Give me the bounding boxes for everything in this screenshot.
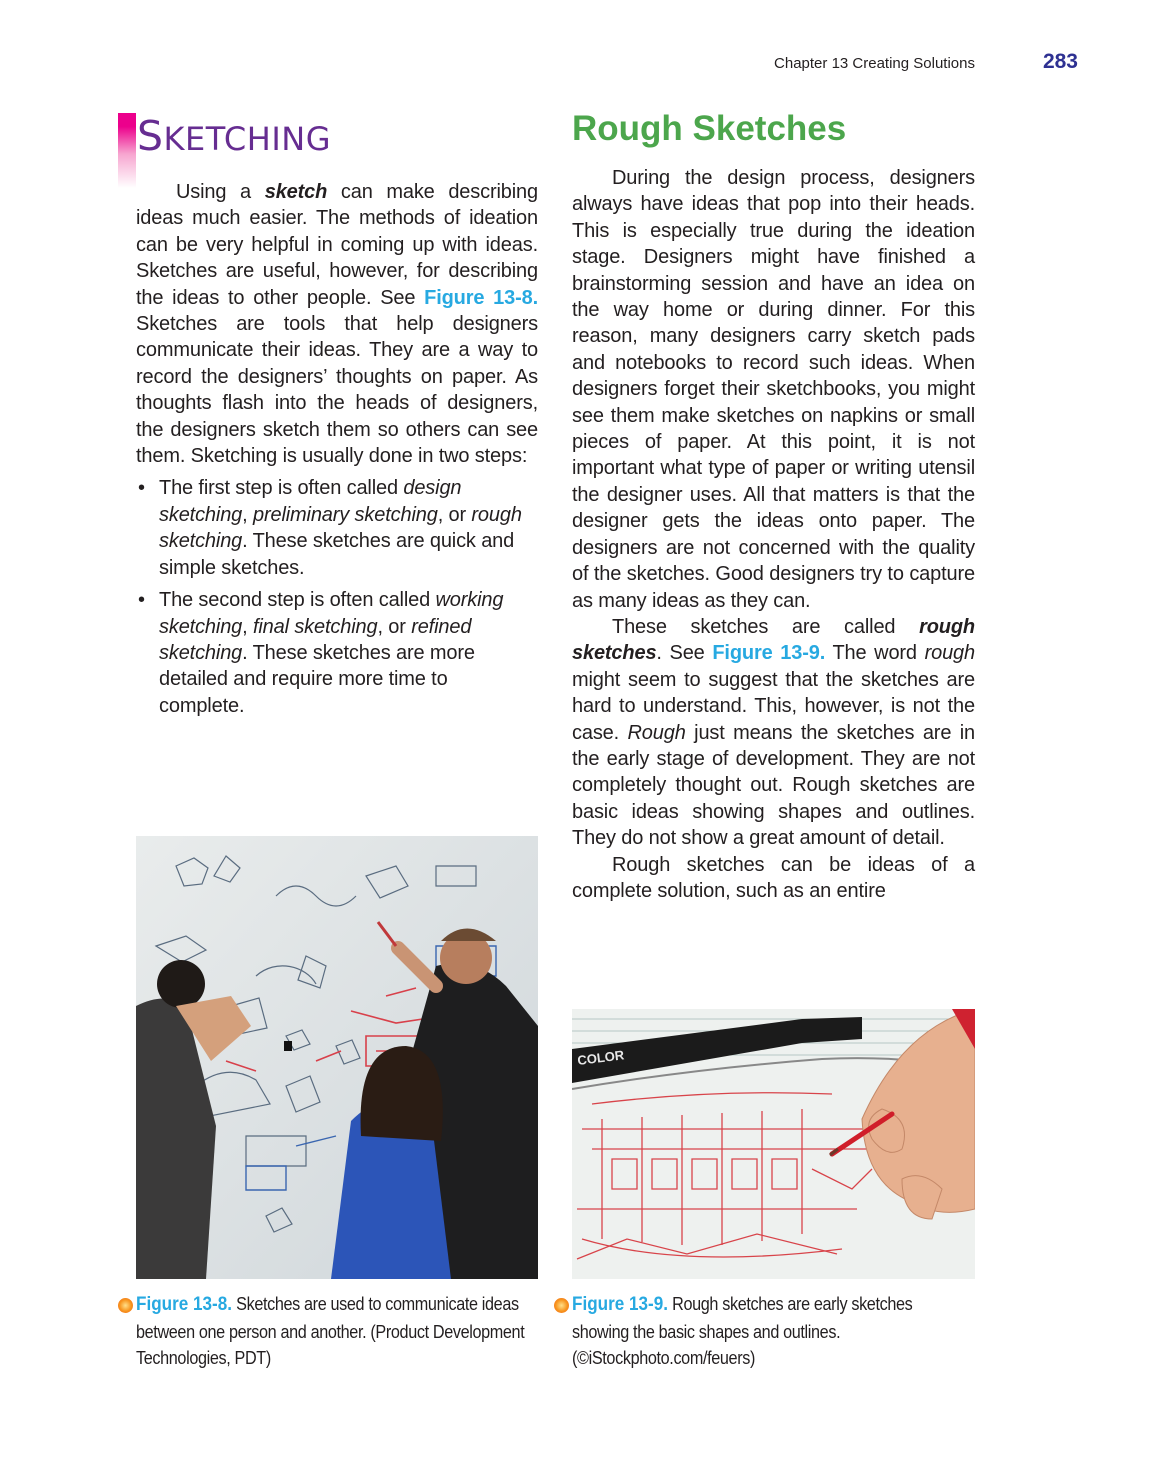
italic-term: rough sketching [159, 503, 522, 553]
page-number: 283 [1042, 50, 1078, 73]
sketch-wall-illustration [136, 836, 538, 1279]
text-run: , [242, 503, 253, 526]
rough-sketches-heading: Rough Sketches [572, 109, 847, 148]
text-run: might seem to suggest that the sketches are hard to understand. This, however, is not the case. [572, 668, 975, 744]
intro-paragraph [136, 179, 538, 469]
text-run: These sketches are called [612, 615, 920, 638]
figure-13-8-label: Figure 13-8. [136, 1294, 232, 1315]
pen-brand-label: COLOR [576, 1047, 625, 1068]
text-run: Using a [176, 181, 265, 203]
paragraph: During the design process, designers always have ideas that pop into their heads. This is especially true during the ideation stage. Designers might have finished a brainstorming session and have an idea on the way home or during dinner. For this reason, many designers carry sketch pads and notebooks to record such ideas. When designers forget their sketchbooks, you might see them make sketches on napkins or small pieces of paper. At this point, it is not important what type of paper or writing utensil the designer uses. All that matters is that the designer gets the ideas onto paper. The designers are not concerned with the quality of the sketches. Good designers try to capture as many ideas as they can. [572, 167, 975, 612]
figure-13-9-photo [572, 1009, 975, 1279]
italic-term: design sketching [159, 477, 462, 526]
text-run: can make describing ideas much easier. The methods of ideation can be very helpful in coming up with ideas. Sketches are useful, however, for describing the ideas to other people. See [136, 181, 538, 309]
section-title-rest: KETCHING [163, 120, 331, 158]
list-item [136, 587, 538, 719]
text-run: just means the sketches are in the early stage of development. They are not completely thought out. Rough sketches are basic ideas showing shapes and outlines. They do not show a great amount of detail. [572, 721, 976, 850]
red-pencil-sketch-illustration [572, 1009, 975, 1279]
italic-term: refined sketching [159, 615, 472, 664]
section-title-initial: S [137, 112, 164, 160]
text-run: , or [377, 615, 412, 638]
section-title [137, 110, 331, 165]
caption-marker-icon [118, 1298, 133, 1313]
text-run: . These sketches are more detailed and require more time to complete. [159, 641, 475, 717]
figure-reference-13-9[interactable]: Figure 13-9. [712, 642, 826, 665]
italic-term: Rough [627, 721, 686, 744]
caption-marker-icon [554, 1298, 569, 1313]
paragraph: Rough sketches can be ideas of a complete solution, such as an entire [572, 853, 975, 902]
text-run: . These sketches are quick and simple sketches. [159, 530, 515, 579]
bullet: • [138, 589, 145, 612]
figure-13-8-caption-text: Sketches are used to communicate ideas between one person and another. (Product Development Technologies, PDT) [136, 1294, 525, 1368]
italic-term: final sketching [252, 615, 378, 638]
right-column [572, 165, 975, 904]
key-term-sketch: sketch [264, 181, 328, 203]
figure-reference-13-8[interactable]: Figure 13-8. [424, 286, 538, 309]
running-head: Chapter 13 Creating Solutions [774, 55, 975, 72]
italic-term: preliminary sketching [252, 503, 438, 526]
key-term-rough-sketches: rough sketches [572, 615, 975, 665]
left-column [136, 179, 538, 725]
text-run: Sketches are tools that help designers communicate their ideas. They are a way to record the designers’ thoughts on paper. As thoughts flash into the heads of designers, the designers sketch them so others can see them. Sketching is usually done in two steps: [136, 313, 538, 468]
figure-13-9-caption [572, 1291, 959, 1372]
section-accent-bar [118, 113, 136, 188]
steps-list [136, 475, 538, 719]
text-run: , or [437, 503, 472, 526]
list-item [136, 475, 538, 581]
figure-13-8-caption [136, 1291, 537, 1372]
text-run: The second step is often called [159, 589, 436, 612]
figure-13-8-photo [136, 836, 538, 1279]
italic-term: rough [924, 642, 975, 665]
text-run: , [242, 615, 253, 638]
italic-term: working sketching [159, 589, 504, 638]
text-run: The first step is often called [159, 477, 404, 500]
bullet: • [138, 477, 145, 500]
figure-13-9-label: Figure 13-9. [572, 1294, 668, 1315]
figure-13-9-caption-text: Rough sketches are early sketches showing the basic shapes and outlines. (©iStockphoto.com/feuers) [572, 1294, 913, 1368]
text-run: The word [825, 642, 925, 665]
text-run: . See [656, 642, 713, 665]
paragraph [572, 614, 975, 852]
